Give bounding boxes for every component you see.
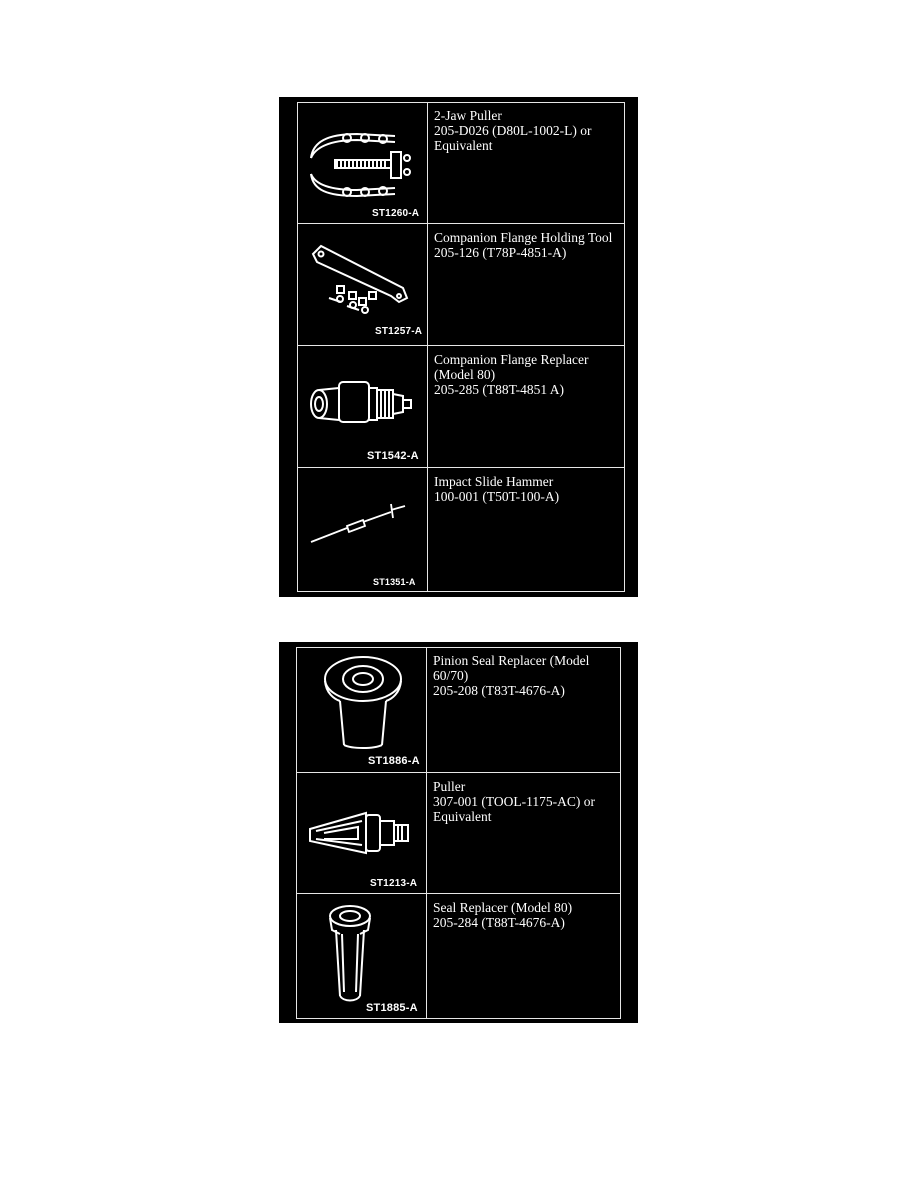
tool-part-number: 100-001 (T50T-100-A) — [434, 489, 560, 504]
tool-part-number: 205-D026 (D80L-1002-L) or — [434, 123, 592, 138]
flange-replacer-icon — [305, 368, 415, 438]
tool-description — [434, 230, 621, 260]
tool-name: Companion Flange Replacer — [434, 352, 589, 367]
tool-description-cell — [427, 773, 621, 893]
pinion-seal-replacer-icon — [318, 653, 408, 753]
tool-description-cell — [427, 647, 621, 772]
tool-note: Equivalent — [434, 138, 493, 153]
tool-name: 2-Jaw Puller — [434, 108, 502, 123]
tool-table-1 — [279, 97, 638, 597]
table-row — [296, 893, 621, 1019]
table-row — [297, 345, 625, 467]
tool-model: (Model 80) — [434, 367, 496, 382]
tool-name: Puller — [433, 779, 466, 794]
tool-image-cell — [297, 224, 428, 345]
tool-part-number: 205-208 (T83T-4676-A) — [433, 683, 565, 698]
tool-note: Equivalent — [433, 809, 492, 824]
tool-description-cell — [428, 468, 625, 592]
tool-name: Impact Slide Hammer — [434, 474, 554, 489]
tool-description — [434, 108, 621, 153]
holding-tool-icon — [307, 240, 417, 320]
tool-code: ST1885-A — [366, 1002, 418, 1014]
table-row — [297, 102, 625, 223]
tool-code: ST1213-A — [370, 878, 418, 889]
tool-description — [433, 653, 617, 698]
tool-part-number: 205-285 (T88T-4851 A) — [434, 382, 564, 397]
tool-name: Companion Flange Holding Tool — [434, 230, 613, 245]
tool-description-cell — [428, 102, 625, 223]
tool-part-number: 307-001 (TOOL-1175-AC) or — [433, 794, 595, 809]
tool-description-cell — [427, 894, 621, 1019]
jaw-puller-icon — [307, 124, 417, 204]
tool-description — [433, 779, 617, 824]
tool-part-number: 205-126 (T78P-4851-A) — [434, 245, 567, 260]
tool-code: ST1886-A — [368, 755, 420, 767]
tool-image-cell — [296, 647, 427, 772]
tool-code: ST1260-A — [372, 208, 420, 219]
tool-code: ST1542-A — [367, 450, 419, 462]
table-row — [296, 772, 621, 893]
tool-image-cell — [297, 346, 428, 467]
table-row — [297, 467, 625, 592]
tool-table-2 — [279, 642, 638, 1023]
slide-hammer-icon — [307, 496, 417, 556]
tool-image-cell — [296, 894, 427, 1019]
tool-image-cell — [297, 102, 428, 223]
tool-description-cell — [428, 346, 625, 467]
tool-code: ST1351-A — [373, 577, 416, 587]
table-row — [296, 647, 621, 772]
tool-code: ST1257-A — [375, 326, 423, 337]
tool-name: Seal Replacer (Model 80) — [433, 900, 573, 915]
tool-description — [433, 900, 617, 930]
tool-model: 60/70) — [433, 668, 469, 683]
table-row — [297, 223, 625, 345]
tool-description — [434, 474, 621, 504]
tool-image-cell — [297, 468, 428, 592]
puller-icon — [306, 793, 416, 873]
tool-image-cell — [296, 773, 427, 893]
tool-description-cell — [428, 224, 625, 345]
tool-description — [434, 352, 621, 397]
tool-name: Pinion Seal Replacer (Model — [433, 653, 590, 668]
tool-part-number: 205-284 (T88T-4676-A) — [433, 915, 565, 930]
seal-replacer-icon — [320, 900, 380, 1010]
